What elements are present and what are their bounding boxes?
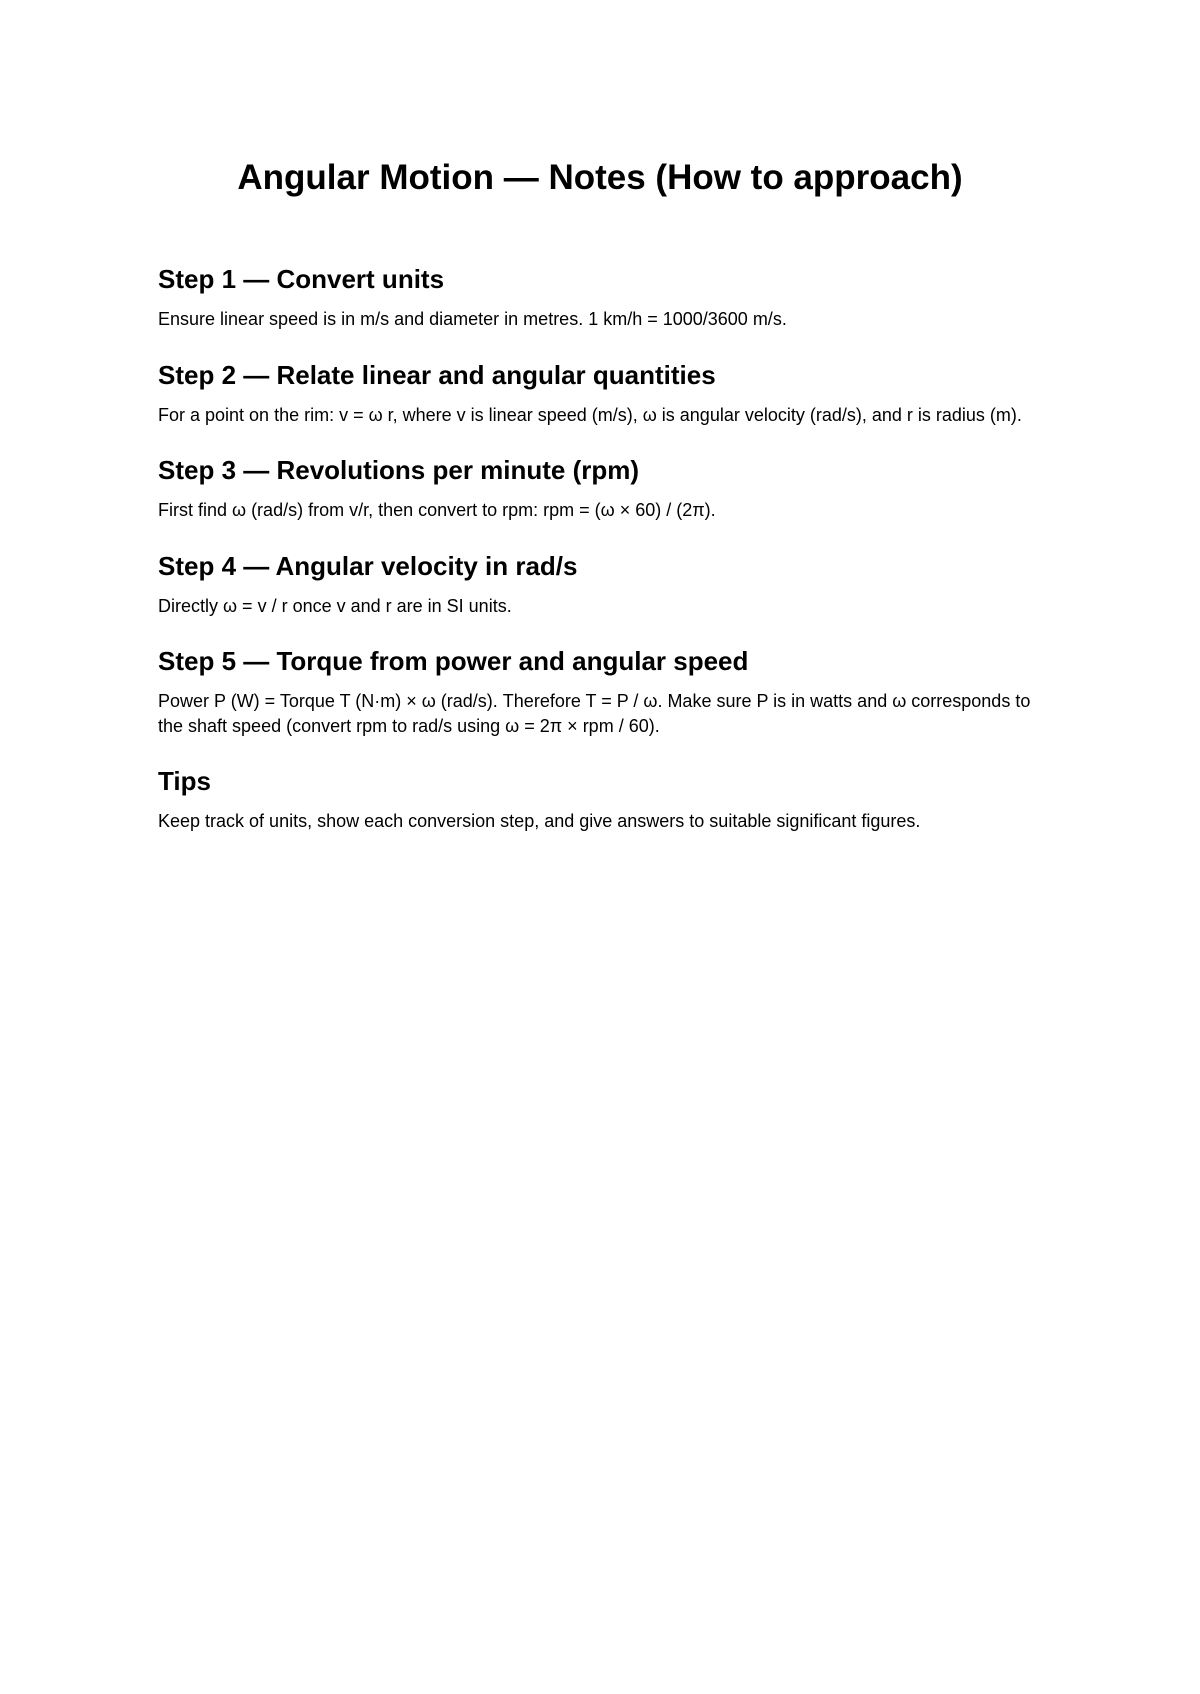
section-heading: Tips xyxy=(158,766,211,796)
section-step-5 xyxy=(158,645,1038,738)
section-tips xyxy=(158,765,1038,834)
section-step-3 xyxy=(158,454,1038,523)
section-heading: Step 4 — Angular velocity in rad/s xyxy=(158,550,578,581)
section-step-1 xyxy=(158,263,1038,332)
page-title: Angular Motion — Notes (How to approach) xyxy=(237,158,963,197)
section-body: Power P (W) = Torque T (N·m) × ω (rad/s). Therefore T = P / ω. Make sure P is in watts and ω corresponds to the shaft speed (convert rpm to rad/s using ω = 2π × rpm / 60). xyxy=(158,691,1031,736)
section-body: For a point on the rim: v = ω r, where v is linear speed (m/s), ω is angular velocity (rad/s), and r is radius (m). xyxy=(158,404,1022,425)
section-heading: Step 3 — Revolutions per minute (rpm) xyxy=(158,455,640,485)
notes-content xyxy=(158,263,1038,861)
section-body: Directly ω = v / r once v and r are in SI units. xyxy=(158,595,512,616)
section-step-4 xyxy=(158,550,1038,619)
section-body: First find ω (rad/s) from v/r, then convert to rpm: rpm = (ω × 60) / (2π). xyxy=(158,500,716,520)
section-body: Keep track of units, show each conversion step, and give answers to suitable significant figures. xyxy=(158,811,921,831)
section-heading: Step 5 — Torque from power and angular speed xyxy=(158,646,749,676)
section-heading: Step 2 — Relate linear and angular quantities xyxy=(158,359,716,390)
section-heading: Step 1 — Convert units xyxy=(158,264,445,294)
section-step-2 xyxy=(158,359,1038,428)
section-body: Ensure linear speed is in m/s and diameter in metres. 1 km/h = 1000/3600 m/s. xyxy=(158,309,787,329)
